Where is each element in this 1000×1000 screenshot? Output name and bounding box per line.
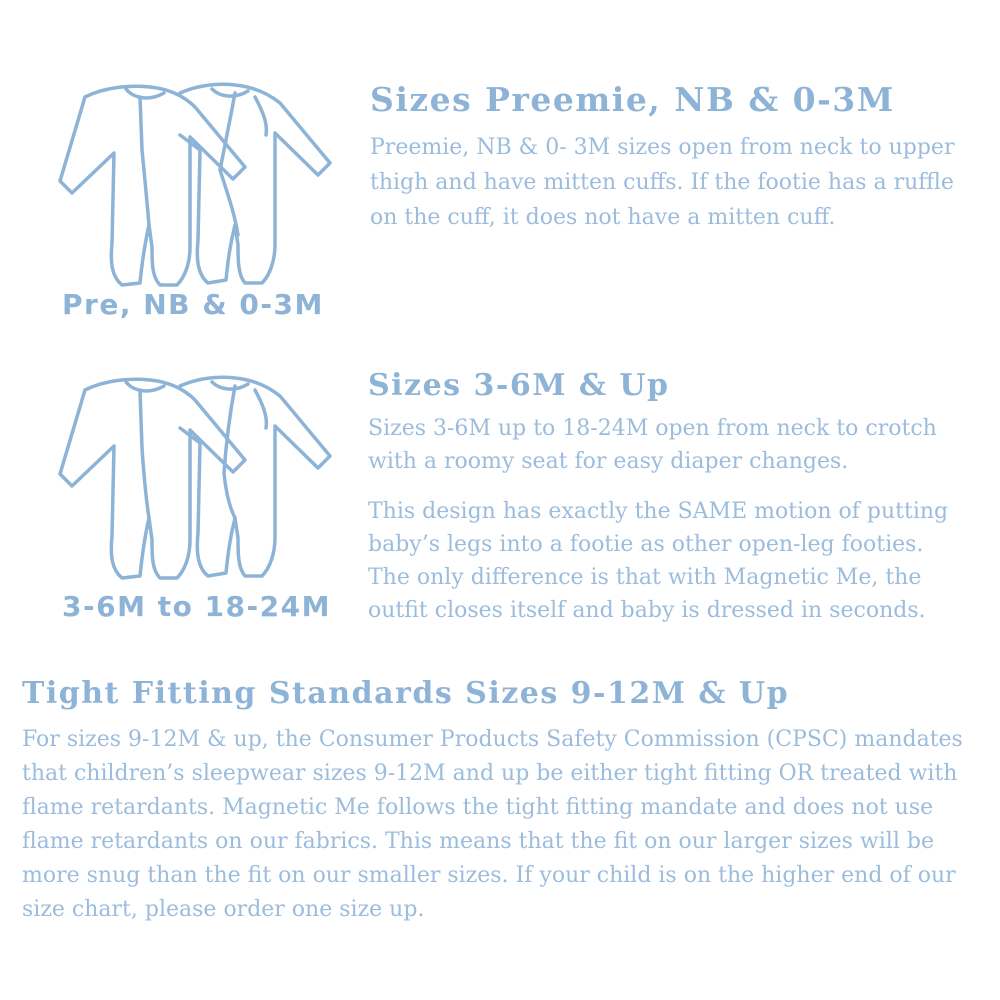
footie-3-6m-illustration — [30, 368, 340, 583]
heading-3-6m: Sizes 3-6M & Up — [368, 368, 670, 403]
text-tight-fitting: For sizes 9-12M & up, the Consumer Products Safety Commission (CPSC) mandates that children’s sleepwear sizes 9-12M and up be either tight fitting OR treated with flame retardants. Magnetic Me follows the tight fitting mandate and does not use flame retardants on our fabrics. This means that the fit on our larger sizes will be more snug than the fit on our smaller sizes. If your child is on the higher end of our size chart, please order one size up. — [22, 727, 963, 922]
footie-preemie-illustration — [30, 75, 340, 290]
text-3-6m-2: This design has exactly the SAME motion of putting baby’s legs into a footie as other open-leg footies. The only difference is that with Magnetic Me, the outfit closes itself and baby is dressed in seconds. — [368, 499, 949, 623]
caption-preemie: Pre, NB & 0-3M — [62, 288, 324, 321]
text-3-6m-1: Sizes 3-6M up to 18-24M open from neck to crotch with a roomy seat for easy diaper changes. — [368, 416, 937, 474]
heading-preemie: Sizes Preemie, NB & 0-3M — [370, 80, 895, 119]
text-preemie: Preemie, NB & 0- 3M sizes open from neck to upper thigh and have mitten cuffs. If the footie has a ruffle on the cuff, it does not have a mitten cuff. — [370, 135, 955, 230]
caption-3-6m: 3-6M to 18-24M — [62, 590, 331, 623]
heading-tight-fitting: Tight Fitting Standards Sizes 9-12M & Up — [22, 676, 790, 711]
